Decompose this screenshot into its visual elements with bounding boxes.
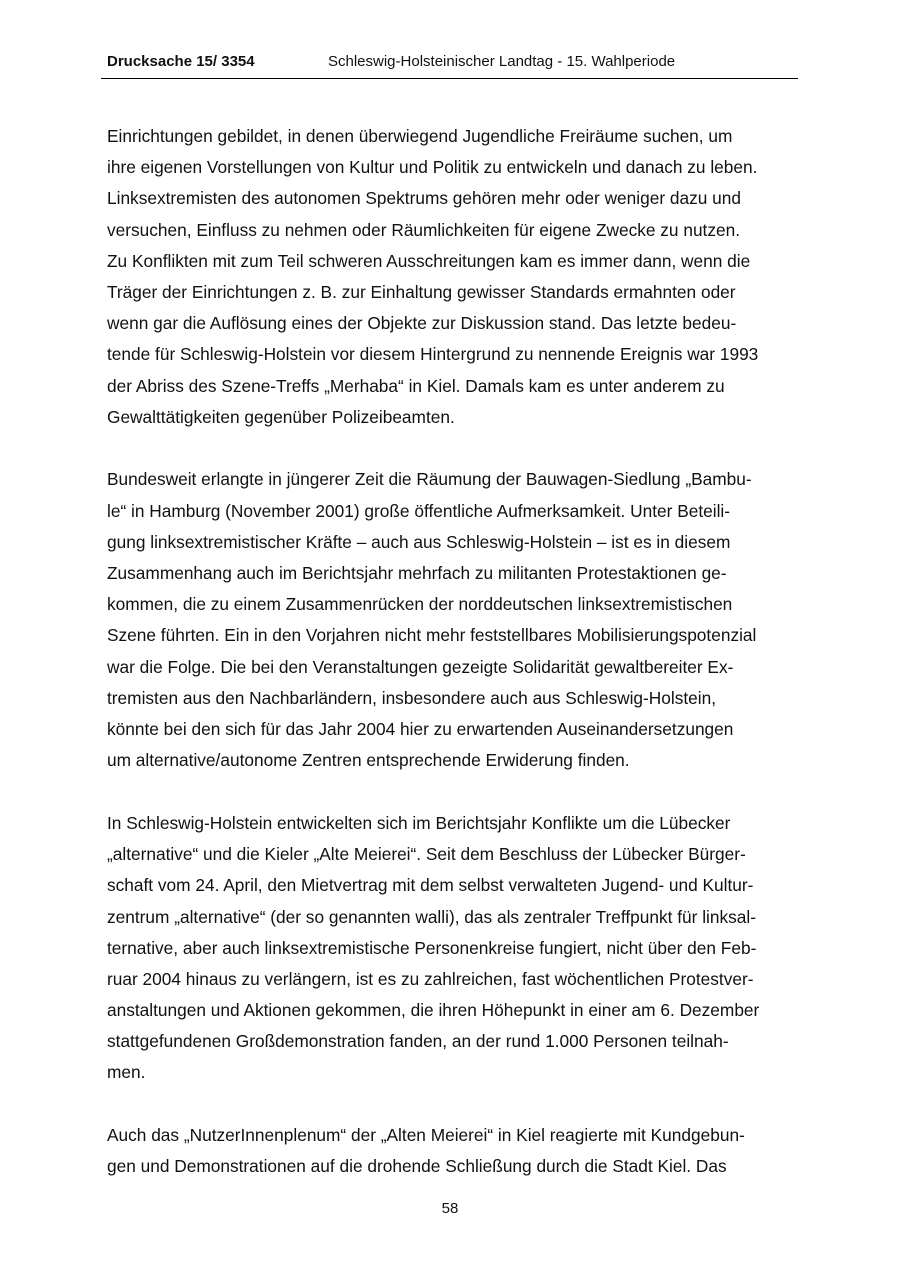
text-line: tende für Schleswig-Holstein vor diesem Hintergrund zu nennende Ereignis war 1993 (107, 344, 759, 365)
text-line: Zu Konflikten mit zum Teil schweren Ausschreitungen kam es immer dann, wenn die (107, 250, 751, 271)
text-line: Bundesweit erlangte in jüngerer Zeit die Räumung der Bauwagen-Siedlung „Bambu- (107, 469, 752, 490)
text-line: kommen, die zu einem Zusammenrücken der norddeutschen linksextremistischen (107, 594, 733, 615)
text-line: ruar 2004 hinaus zu verlängern, ist es zu zahlreichen, fast wöchentlichen Protestver- (107, 968, 754, 989)
text-line: um alternative/autonome Zentren entsprechende Erwiderung finden. (107, 750, 630, 771)
document-source: Schleswig-Holsteinischer Landtag - 15. Wahlperiode (328, 53, 676, 70)
text-line: Einrichtungen gebildet, in denen überwiegend Jugendliche Freiräume suchen, um (107, 126, 733, 146)
page-header (101, 52, 798, 79)
text-line: der Abriss des Szene-Treffs „Merhaba“ in Kiel. Damals kam es unter anderem zu (107, 375, 725, 396)
text-line: „alternative“ und die Kieler „Alte Meierei“. Seit dem Beschluss der Lübecker Bürger- (107, 844, 746, 865)
text-line: könnte bei den sich für das Jahr 2004 hier zu erwartenden Auseinandersetzungen (107, 718, 734, 739)
text-line: war die Folge. Die bei den Veranstaltungen gezeigte Solidarität gewaltbereiter Ex- (107, 656, 734, 677)
text-line: In Schleswig-Holstein entwickelten sich im Berichtsjahr Konflikte um die Lübecker (107, 812, 731, 833)
text-line: ternative, aber auch linksextremistische Personenkreise fungiert, nicht über den Feb- (107, 937, 757, 958)
paragraph (107, 464, 807, 776)
text-line: Gewalttätigkeiten gegenüber Polizeibeamten. (107, 406, 455, 427)
text-line: Zusammenhang auch im Berichtsjahr mehrfach zu militanten Protestaktionen ge- (107, 563, 727, 584)
text-line: versuchen, Einfluss zu nehmen oder Räumlichkeiten für eigene Zwecke zu nutzen. (107, 219, 741, 240)
text-line: stattgefundenen Großdemonstration fanden, an der rund 1.000 Personen teilnah- (107, 1031, 729, 1052)
text-line: ihre eigenen Vorstellungen von Kultur und Politik zu entwickeln und danach zu leben. (107, 157, 758, 178)
text-line: le“ in Hamburg (November 2001) große öffentliche Aufmerksamkeit. Unter Beteili- (107, 500, 731, 521)
text-line: schaft vom 24. April, den Mietvertrag mit dem selbst verwalteten Jugend- und Kultur- (107, 875, 754, 896)
page-number: 58 (441, 1200, 459, 1217)
text-line: gung linksextremistischer Kräfte – auch aus Schleswig-Holstein – ist es in diesem (107, 531, 731, 552)
text-line: men. (107, 1062, 146, 1083)
text-line: Szene führten. Ein in den Vorjahren nicht mehr feststellbares Mobilisierungspotenzial (107, 625, 757, 646)
paragraph (107, 808, 807, 1089)
document-body (107, 121, 807, 1214)
document-number: Drucksache 15/ 3354 (107, 53, 255, 70)
text-line: Träger der Einrichtungen z. B. zur Einhaltung gewisser Standards ermahnten oder (107, 281, 736, 302)
text-line: anstaltungen und Aktionen gekommen, die ihren Höhepunkt in einer am 6. Dezember (107, 1000, 760, 1021)
text-line: wenn gar die Auflösung eines der Objekte zur Diskussion stand. Das letzte bedeu- (107, 313, 737, 334)
paragraph (107, 121, 807, 433)
text-line: Auch das „NutzerInnenplenum“ der „Alten Meierei“ in Kiel reagierte mit Kundgebun- (107, 1125, 745, 1146)
text-line: zentrum „alternative“ (der so genannten walli), das als zentraler Treffpunkt für linksal- (107, 906, 756, 927)
text-line: Linksextremisten des autonomen Spektrums gehören mehr oder weniger dazu und (107, 188, 742, 209)
text-line: gen und Demonstrationen auf die drohende Schließung durch die Stadt Kiel. Das (107, 1156, 727, 1177)
paragraph (107, 1120, 807, 1182)
text-line: tremisten aus den Nachbarländern, insbesondere auch aus Schleswig-Holstein, (107, 687, 717, 708)
